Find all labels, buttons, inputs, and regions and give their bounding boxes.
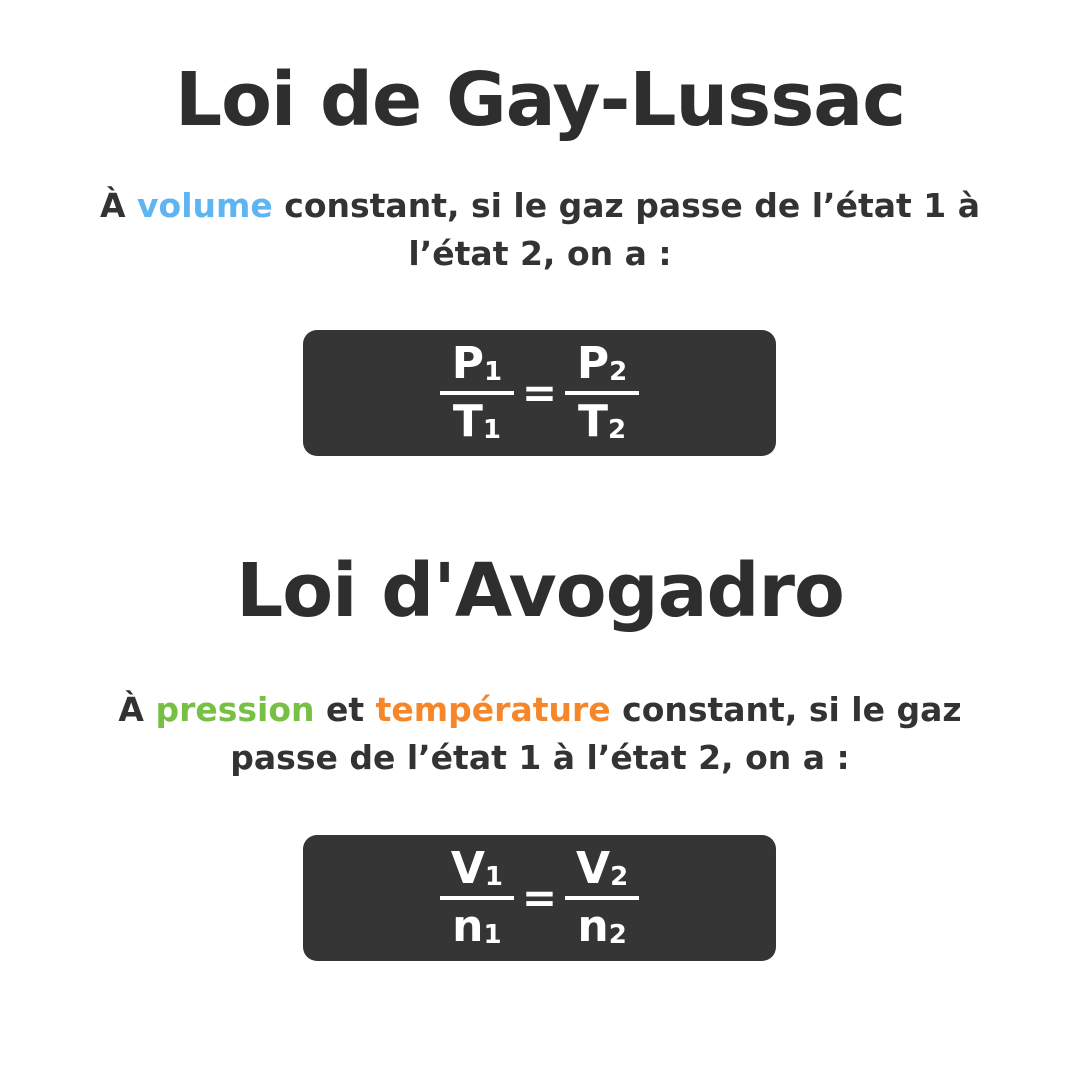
avogadro-formula bbox=[303, 835, 776, 961]
numerator-p2: $P_2$ bbox=[576, 338, 628, 389]
gay-lussac-text-line1: constant, si le gaz passe de l’état 1 à bbox=[272, 186, 980, 225]
fraction-p1-t1 bbox=[440, 339, 514, 447]
denominator-t2: $T_2$ bbox=[578, 396, 627, 447]
equals-sign: = bbox=[521, 873, 558, 922]
highlight-pression: pression bbox=[155, 690, 315, 729]
gay-lussac-title: Loi de Gay-Lussac bbox=[174, 57, 906, 143]
gay-lussac-text-line2: l’état 2, on a : bbox=[408, 234, 672, 273]
avogadro-title: Loi d'Avogadro bbox=[236, 548, 844, 634]
denominator-n1: $n_1$ bbox=[452, 901, 502, 952]
avogadro-description bbox=[40, 686, 1040, 782]
fraction-bar bbox=[565, 896, 639, 900]
gay-lussac-formula bbox=[303, 330, 776, 456]
denominator-n2: $n_2$ bbox=[577, 901, 627, 952]
avogadro-text-mid: et bbox=[314, 690, 376, 729]
avogadro-text-line1: constant, si le gaz bbox=[610, 690, 962, 729]
fraction-v2-n2 bbox=[565, 844, 639, 952]
numerator-v1: $V_1$ bbox=[450, 843, 503, 894]
avogadro-text-line2: passe de l’état 1 à l’état 2, on a : bbox=[230, 738, 850, 777]
fraction-p2-t2 bbox=[565, 339, 639, 447]
avogadro-formula-box bbox=[303, 835, 776, 961]
highlight-temperature: température bbox=[375, 690, 611, 729]
fraction-bar bbox=[440, 391, 514, 395]
avogadro-text-prefix: À bbox=[118, 690, 156, 729]
numerator-p1: $P_1$ bbox=[451, 338, 503, 389]
fraction-bar bbox=[440, 896, 514, 900]
denominator-t1: $T_1$ bbox=[452, 396, 501, 447]
numerator-v2: $V_2$ bbox=[576, 843, 629, 894]
highlight-volume: volume bbox=[137, 186, 273, 225]
gay-lussac-text-prefix: À bbox=[100, 186, 138, 225]
equals-sign: = bbox=[521, 368, 558, 417]
gay-lussac-formula-box bbox=[303, 330, 776, 456]
fraction-v1-n1 bbox=[440, 844, 514, 952]
gay-lussac-description bbox=[40, 182, 1040, 278]
fraction-bar bbox=[565, 391, 639, 395]
